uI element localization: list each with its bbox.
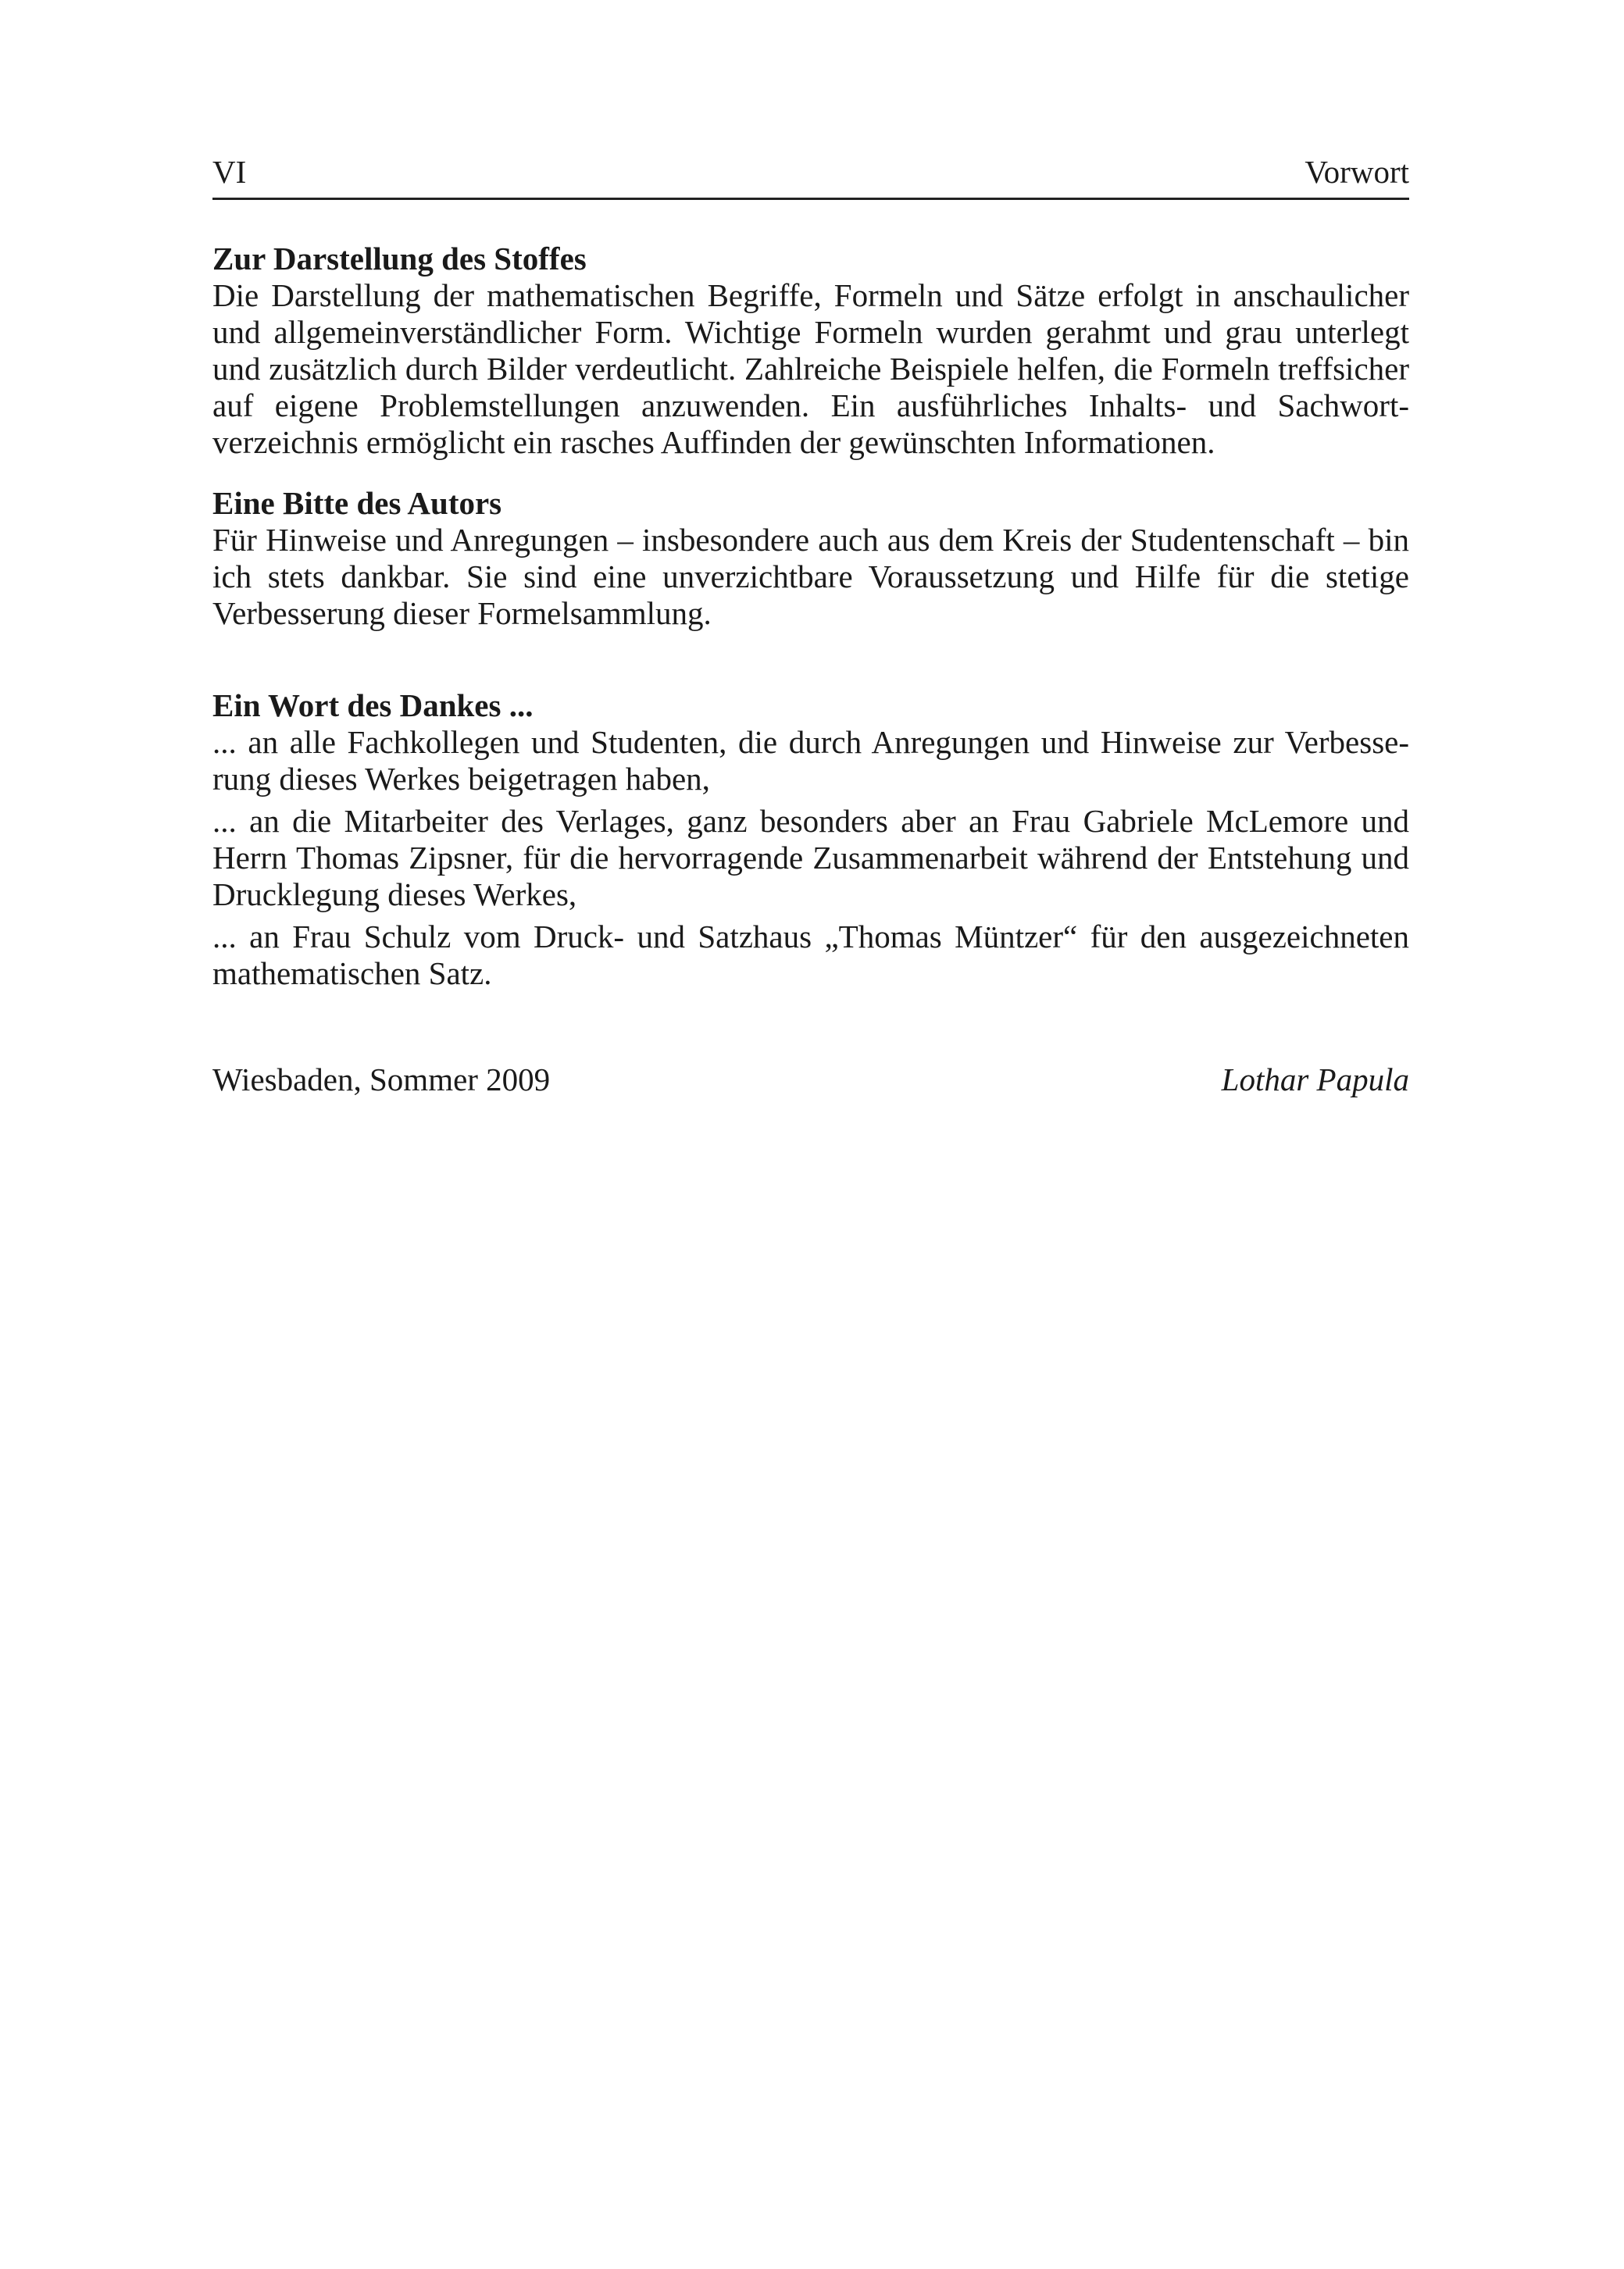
section-request bbox=[212, 485, 1409, 632]
running-head bbox=[212, 156, 1409, 200]
thanks-item: ... an die Mitarbeiter des Verlages, ganz besonders aber an Frau Gabriele McLemore und Herrn Thomas Zipsner, für die hervorragende Zusammenarbeit während der Entstehung und Drucklegung dieses Werkes, bbox=[212, 803, 1409, 912]
thanks-item: ... an alle Fachkollegen und Studenten, die durch Anregungen und Hinweise zur Verbesserung dieses Werkes beigetragen haben, bbox=[212, 724, 1409, 797]
author-name: Lothar Papula bbox=[1221, 1061, 1409, 1097]
page bbox=[212, 156, 1409, 1098]
section-heading: Zur Darstellung des Stoffes bbox=[212, 241, 587, 276]
section-presentation bbox=[212, 241, 1409, 461]
section-thanks bbox=[212, 687, 1409, 992]
section-heading: Ein Wort des Dankes ... bbox=[212, 687, 534, 723]
page-number: VI bbox=[212, 154, 247, 190]
section-paragraph: Für Hinweise und Anregungen – insbesondere auch aus dem Kreis der Studentenschaft – bin ich stets dankbar. Sie sind eine unverzichtbare Voraussetzung und Hilfe für die stetige Verbesserung dieser Formelsammlung. bbox=[212, 522, 1409, 631]
thanks-item: ... an Frau Schulz vom Druck- und Satzhaus „Thomas Müntzer“ für den ausgezeichneten mathematischen Satz. bbox=[212, 919, 1409, 991]
section-paragraph: Die Darstellung der mathematischen Begriffe, Formeln und Sätze erfolgt in anschaulicher und allgemeinverständlicher Form. Wichtige Formeln wurden gerahmt und grau unterlegt und zusätzlich durch Bilder verdeutlicht. Zahlreiche Beispiele helfen, die Formeln treffsicher auf eigene Problemstellungen anzuwenden. Ein ausführliches Inhalts- und Sachwortverzeichnis ermöglicht ein rasches Auffinden der gewünschten Informationen. bbox=[212, 277, 1409, 460]
place-date: Wiesbaden, Sommer 2009 bbox=[212, 1061, 551, 1097]
running-head-title: Vorwort bbox=[1305, 154, 1409, 190]
section-heading: Eine Bitte des Autors bbox=[212, 485, 502, 521]
signature bbox=[212, 1061, 1409, 1098]
